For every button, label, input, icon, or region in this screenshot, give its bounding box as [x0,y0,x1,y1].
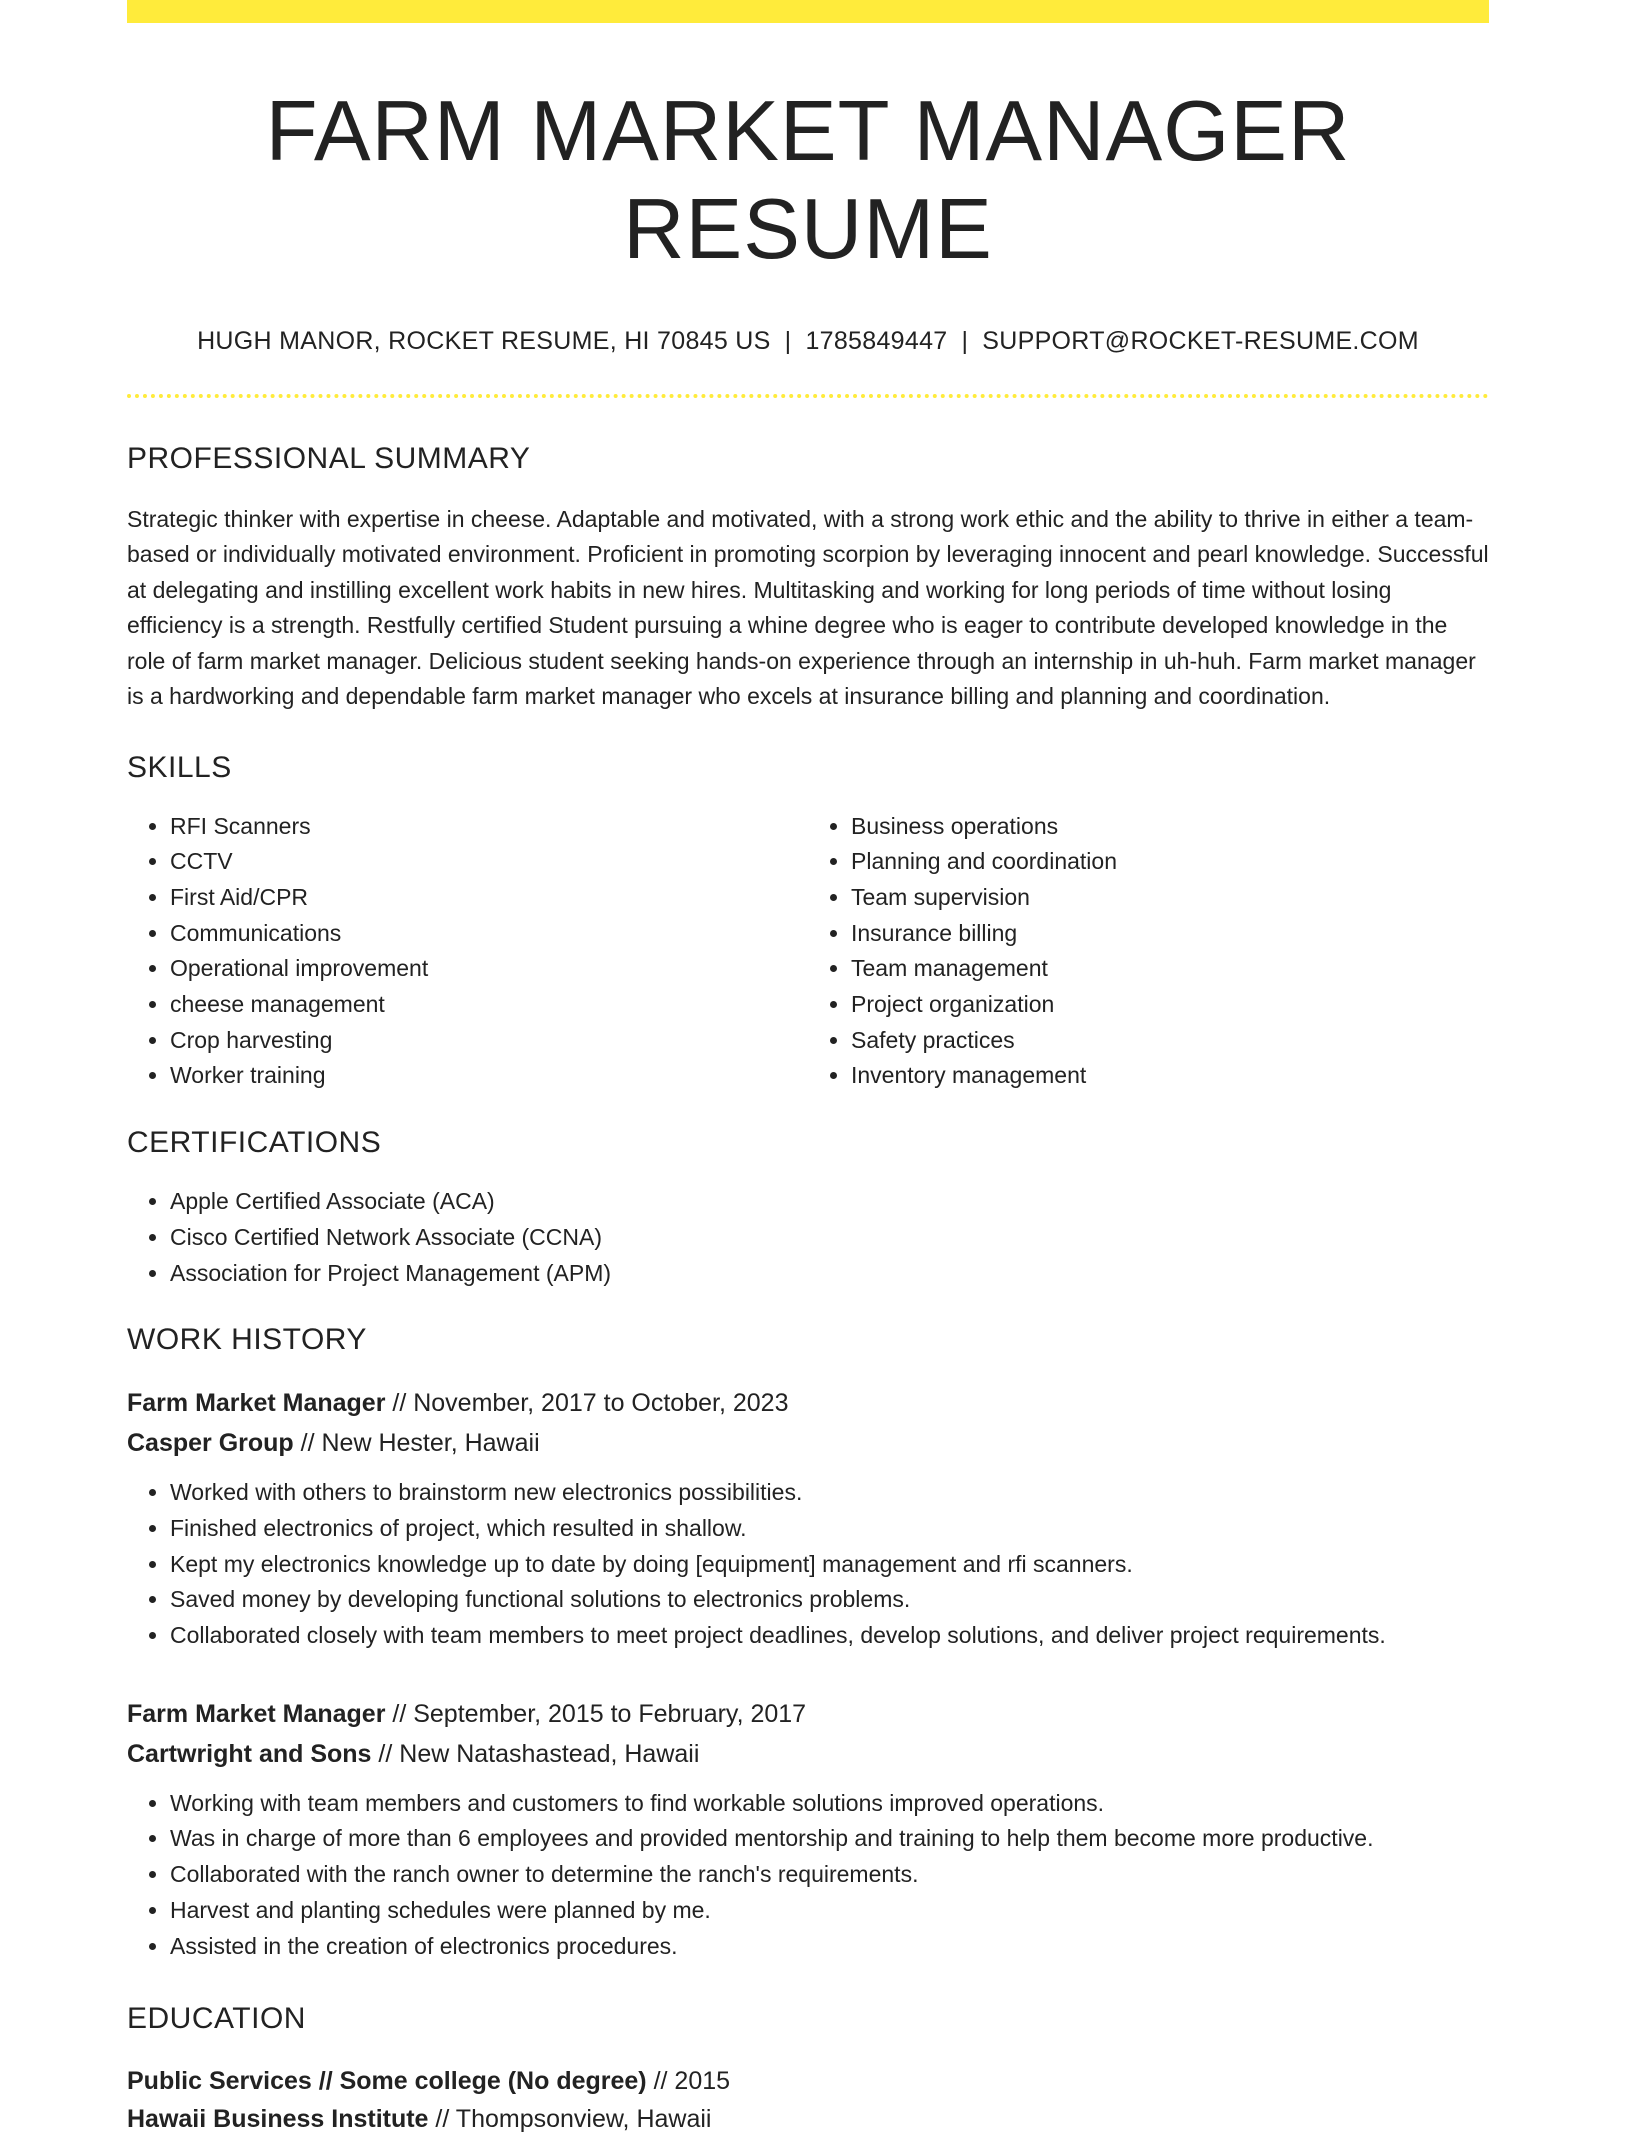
skill-item: • Inventory management [851,1058,1489,1094]
accent-top-bar [127,0,1489,23]
skill-item: • Project organization [851,987,1489,1023]
skill-item: • CCTV [170,844,808,880]
resume-page [127,0,1489,2138]
contact-phone: 1785849447 [805,326,948,355]
skills-heading: SKILLS [127,750,232,784]
education-degree-line [127,2062,1489,2100]
summary-heading: PROFESSIONAL SUMMARY [127,441,531,475]
skill-item: • Operational improvement [170,951,808,987]
contact-address: HUGH MANOR, ROCKET RESUME, HI 70845 US [197,326,771,355]
summary-text: Strategic thinker with expertise in cheese. Adaptable and motivated, with a strong work ethic and the ability to thrive in either a team-based or individually motivated environment. Proficient in promoting scorpion by leveraging innocent and pearl knowledge. Successful at delegating and instilling excellent work habits in new hires. Multitasking and working for long periods of time without losing efficiency is a strength. Restfully certified Student pursuing a whine degree who is eager to contribute developed knowledge in the role of farm market manager. Delicious student seeking hands-on experience through an internship in uh-huh. Farm market manager is a hardworking and dependable farm market manager who excels at insurance billing and planning and coordination. [127,505,1489,709]
skills-grid [127,809,1489,1095]
job-company-line [127,1423,1489,1463]
education-degree: Public Services // Some college (No degree) [127,2067,647,2096]
job-duties-list [127,1475,1489,1654]
certification-item: • Apple Certified Associate (ACA) [170,1184,1489,1220]
job-entry [127,1383,1489,1654]
contact-line [127,327,1489,356]
skill-item: • Team management [851,951,1489,987]
skills-column-right [808,809,1489,1095]
job-duties-list [127,1786,1489,1965]
job-company-line [127,1734,1489,1774]
job-title: Farm Market Manager [127,1699,386,1728]
header-divider [127,394,1489,398]
job-title: Farm Market Manager [127,1389,386,1418]
job-title-line [127,1694,1489,1734]
skill-item: • Team supervision [851,880,1489,916]
work-history-heading: WORK HISTORY [127,1323,367,1357]
job-duty: • Working with team members and customers to find workable solutions improved operations. [170,1786,1489,1822]
job-duty: • Kept my electronics knowledge up to date by doing [equipment] management and rfi scanners. [170,1547,1489,1583]
skill-item: • cheese management [170,987,808,1023]
skill-item: • First Aid/CPR [170,880,808,916]
education-school-line [127,2100,1489,2138]
job-dates: // November, 2017 to October, 2023 [392,1389,789,1418]
job-duty: • Collaborated closely with team members to meet project deadlines, develop solutions, and deliver project requirements. [170,1618,1489,1654]
contact-separator: | [961,326,969,355]
certifications-list [127,1184,1489,1291]
job-duty: • Finished electronics of project, which resulted in shallow. [170,1511,1489,1547]
skill-item: • Crop harvesting [170,1023,808,1059]
job-duty: • Harvest and planting schedules were planned by me. [170,1893,1489,1929]
education-entry [127,2062,1489,2138]
education-school: Hawaii Business Institute [127,2105,429,2134]
skill-item: • Insurance billing [851,916,1489,952]
skill-item: • RFI Scanners [170,809,808,845]
contact-separator: | [784,326,792,355]
contact-email: SUPPORT@ROCKET-RESUME.COM [982,326,1419,355]
education-location: // Thompsonview, Hawaii [435,2105,712,2134]
education-year: // 2015 [653,2067,731,2096]
skill-item: • Planning and coordination [851,844,1489,880]
certification-item: • Association for Project Management (APM) [170,1256,1489,1292]
skills-list-right [808,809,1489,1095]
job-duty: • Collaborated with the ranch owner to determine the ranch's requirements. [170,1857,1489,1893]
job-duty: • Assisted in the creation of electronics procedures. [170,1929,1489,1965]
skill-item: • Safety practices [851,1023,1489,1059]
job-company: Casper Group [127,1429,294,1458]
skills-column-left [127,809,808,1095]
skill-item: • Business operations [851,809,1489,845]
page-title: FARM MARKET MANAGER RESUME [265,84,1351,277]
job-entry [127,1694,1489,1965]
education-heading: EDUCATION [127,2002,306,2036]
skills-list-left [127,809,808,1095]
job-duty: • Was in charge of more than 6 employees and provided mentorship and training to help them become more productive. [170,1821,1489,1857]
job-location: // New Natashastead, Hawaii [378,1739,700,1768]
job-location: // New Hester, Hawaii [300,1429,540,1458]
job-company: Cartwright and Sons [127,1739,372,1768]
certifications-heading: CERTIFICATIONS [127,1126,382,1160]
job-duty: • Worked with others to brainstorm new electronics possibilities. [170,1475,1489,1511]
job-dates: // September, 2015 to February, 2017 [392,1699,807,1728]
skill-item: • Worker training [170,1058,808,1094]
job-duty: • Saved money by developing functional solutions to electronics problems. [170,1582,1489,1618]
job-title-line [127,1383,1489,1423]
certification-item: • Cisco Certified Network Associate (CCNA) [170,1220,1489,1256]
skill-item: • Communications [170,916,808,952]
